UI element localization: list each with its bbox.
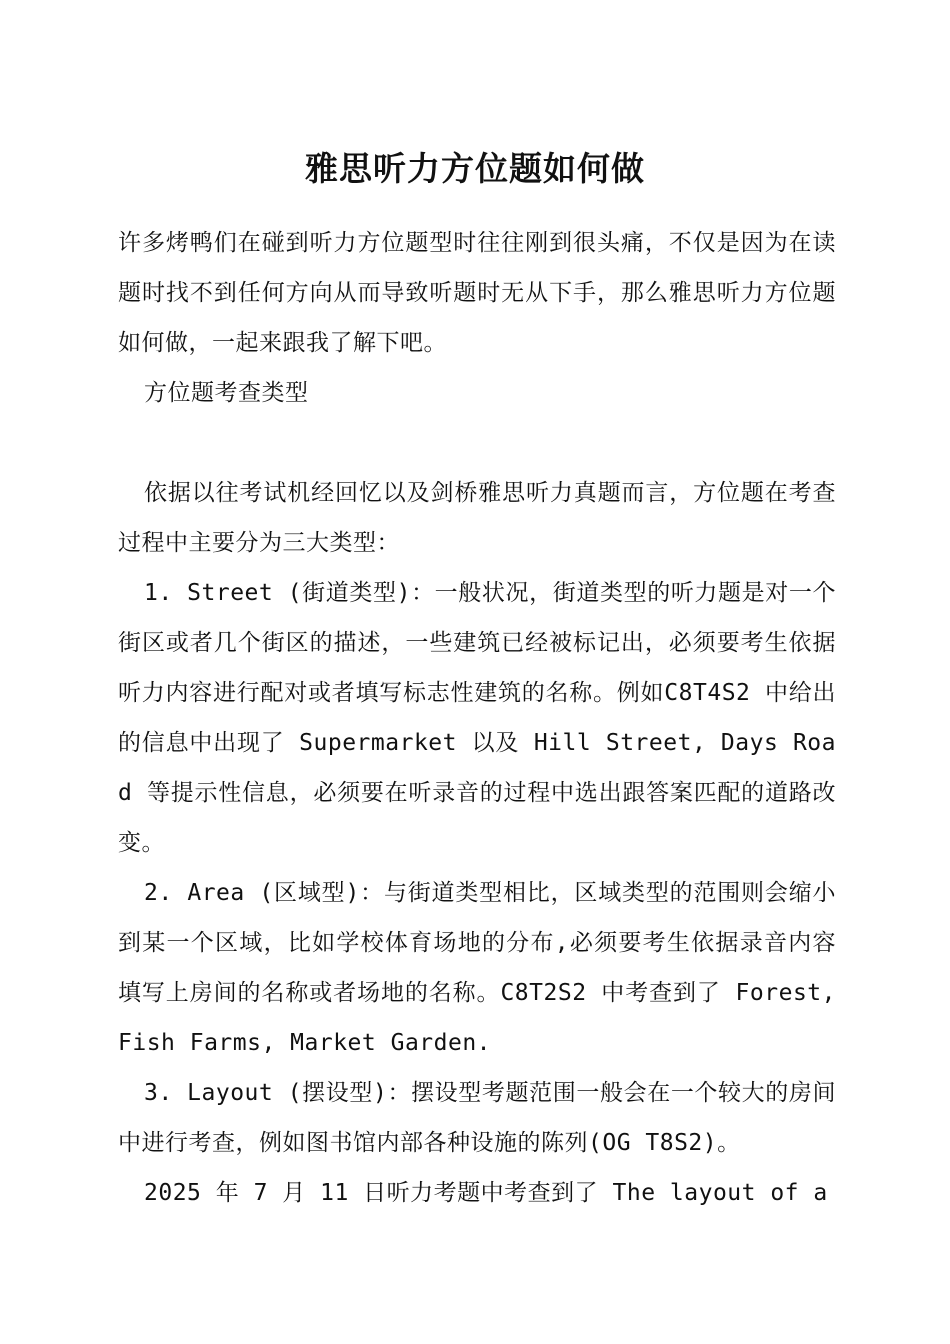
document-body bbox=[118, 218, 836, 1218]
types-intro-paragraph: 依据以往考试机经回忆以及剑桥雅思听力真题而言，方位题在考查过程中主要分为三大类型： bbox=[118, 480, 836, 556]
blank-line bbox=[118, 418, 836, 468]
exam-example-paragraph: 2025 年 7 月 11 日听力考题中考查到了 The layout of a bbox=[144, 1180, 828, 1206]
document-title: 雅思听力方位题如何做 bbox=[305, 149, 645, 188]
intro-paragraph: 许多烤鸭们在碰到听力方位题型时往往刚到很头痛，不仅是因为在读题时找不到任何方向从而导致听题时无从下手，那么雅思听力方位题如何做，一起来跟我了解下吧。 bbox=[118, 230, 836, 356]
section-heading: 方位题考查类型 bbox=[144, 380, 309, 406]
street-type-paragraph: 1. Street (街道类型)：一般状况，街道类型的听力题是对一个街区或者几个街区的描述，一些建筑已经被标记出，必须要考生依据听力内容进行配对或者填写标志性建筑的名称。例如C8T4S2 中给出的信息中出现了 Supermarket 以及 Hill Street, Days Road 等提示性信息，必须要在听录音的过程中选出跟答案匹配的道路改变。 bbox=[118, 580, 836, 856]
layout-type-paragraph: 3. Layout (摆设型)：摆设型考题范围一般会在一个较大的房间中进行考查，例如图书馆内部各种设施的陈列(OG T8S2)。 bbox=[118, 1080, 836, 1156]
area-type-paragraph: 2. Area (区域型)：与街道类型相比，区域类型的范围则会缩小到某一个区域，比如学校体育场地的分布,必须要考生依据录音内容填写上房间的名称或者场地的名称。C8T2S2 中考查到了 Forest, Fish Farms, Market Garden. bbox=[118, 880, 836, 1056]
